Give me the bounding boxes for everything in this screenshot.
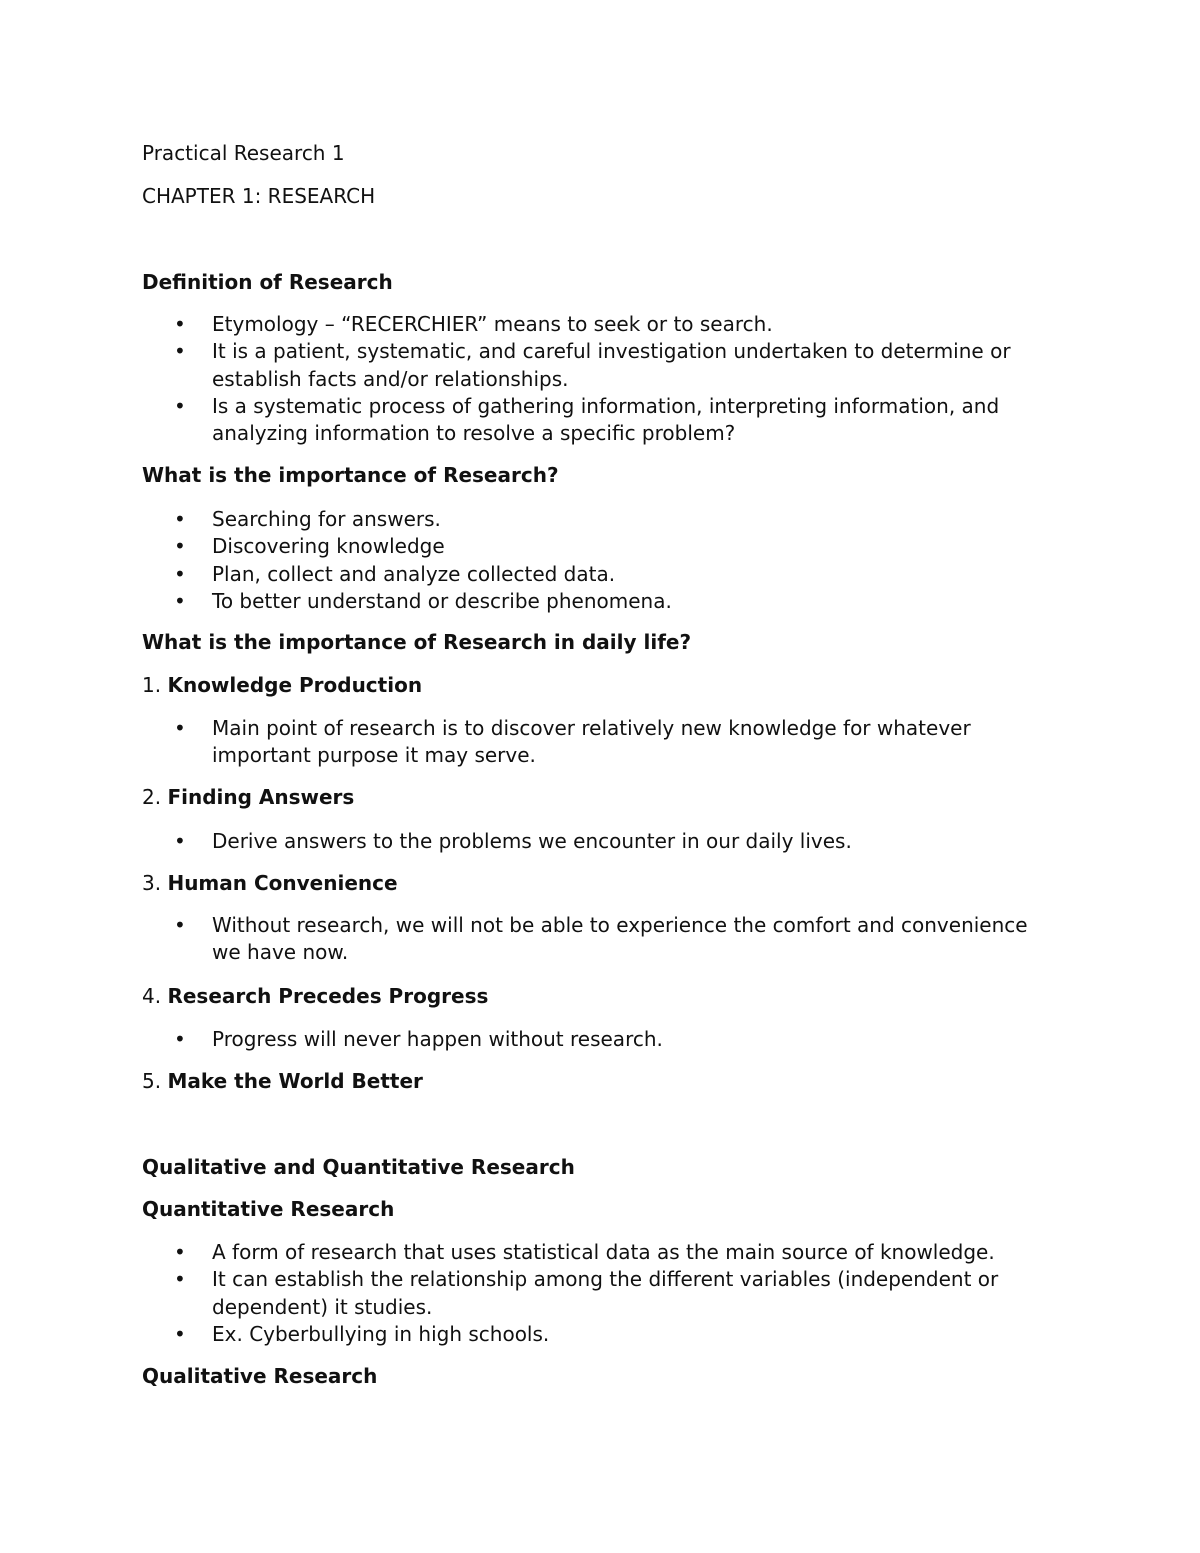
section-4-title: 4. Research Precedes Progress — [142, 984, 489, 1008]
section-5-title: 5. Make the World Better — [142, 1069, 423, 1093]
section-3-title: 3. Human Convenience — [142, 871, 398, 895]
definition-list — [142, 311, 1062, 447]
list-item: • It is a patient, systematic, and careful investigation undertaken to determine or establish facts and/or relationships. — [174, 339, 1011, 391]
bullet-icon: • — [174, 588, 186, 613]
bullet-icon: • — [174, 1027, 186, 1051]
bullet-icon: • — [174, 829, 186, 853]
bullet-icon: • — [174, 561, 186, 586]
list-item: • Progress will never happen without research. — [142, 1026, 1062, 1053]
section-3-list — [142, 912, 1062, 967]
bullet-icon: • — [174, 913, 186, 937]
quantitative-list — [142, 1239, 1062, 1348]
bullet-icon: • — [174, 1267, 186, 1292]
qualitative-heading: Qualitative Research — [142, 1364, 378, 1388]
bullet-icon: • — [174, 312, 186, 336]
section-2-title: 2. Finding Answers — [142, 785, 355, 809]
definition-heading: Definition of Research — [142, 270, 393, 294]
list-item: • Without research, we will not be able to experience the comfort and convenience we have now. — [174, 913, 1028, 965]
list-item: • Plan, collect and analyze collected data. — [142, 561, 1062, 588]
doc-title: Practical Research 1 — [142, 141, 345, 165]
list-item: • Searching for answers. — [142, 506, 1062, 533]
bullet-icon: • — [174, 339, 186, 364]
list-item: • It can establish the relationship among the different variables (independent or dependent) it studies. — [174, 1267, 999, 1319]
bullet-icon: • — [174, 1321, 186, 1346]
importance-list — [142, 506, 1062, 615]
list-item: • To better understand or describe phenomena. — [142, 588, 1062, 615]
bullet-icon: • — [174, 534, 186, 559]
qual-quant-heading: Qualitative and Quantitative Research — [142, 1155, 575, 1179]
section-1-list — [142, 715, 1062, 770]
chapter-title: CHAPTER 1: RESEARCH — [142, 184, 376, 208]
list-item: • A form of research that uses statistical data as the main source of knowledge. — [142, 1239, 1062, 1266]
bullet-icon: • — [174, 393, 186, 418]
list-item: • Main point of research is to discover relatively new knowledge for whatever important purpose it may serve. — [174, 716, 971, 768]
list-item: • Derive answers to the problems we encounter in our daily lives. — [142, 828, 1062, 855]
section-1-title: 1. Knowledge Production — [142, 673, 423, 697]
daily-life-heading: What is the importance of Research in daily life? — [142, 630, 692, 654]
quantitative-heading: Quantitative Research — [142, 1197, 395, 1221]
section-4-list — [142, 1026, 1062, 1053]
section-2-list — [142, 828, 1062, 855]
list-item: • Etymology – “RECERCHIER” means to seek or to search. — [142, 311, 1062, 338]
bullet-icon: • — [174, 716, 186, 740]
bullet-icon: • — [174, 507, 186, 531]
list-item: • Ex. Cyberbullying in high schools. — [142, 1321, 1062, 1348]
bullet-icon: • — [174, 1240, 186, 1264]
list-item: • Discovering knowledge — [142, 533, 1062, 560]
importance-heading: What is the importance of Research? — [142, 463, 559, 487]
list-item: • Is a systematic process of gathering information, interpreting information, and analyzing information to resolve a specific problem? — [174, 393, 1000, 446]
